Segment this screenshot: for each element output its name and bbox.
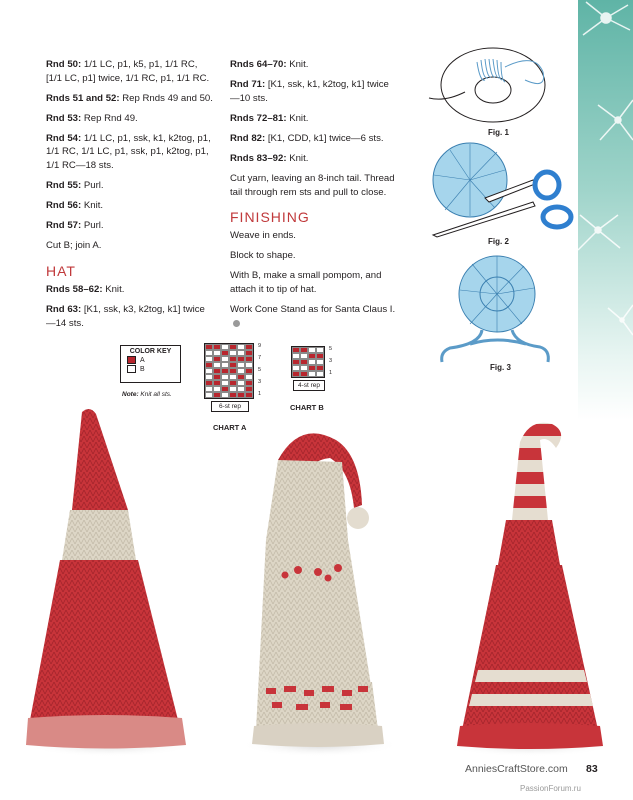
chart-cell [308,371,316,377]
chart-cell [213,392,221,398]
figure-1-illustration [425,42,565,132]
color-key [120,345,181,383]
figure-2-illustration [425,140,580,240]
chart-a-row-label: 5 [258,367,262,373]
instructions-column-2 [230,58,398,337]
chart-b-grid [291,346,325,378]
chart-cell [316,371,324,377]
footer-website: AnniesCraftStore.com [465,763,568,775]
chart-b-row-label: 3 [329,358,333,364]
chart-cell [229,392,237,398]
instruction-line: Rnd 56: Knit. [46,200,104,212]
instruction-line: Rnd 82: [K1, CDD, k1] twice—6 sts. [230,132,384,144]
finishing-line: Weave in ends. [230,230,296,242]
figure-3-label: Fig. 3 [490,363,511,372]
instruction-line: Rnds 64–70: Knit. [230,59,309,70]
hat-heading: HAT [46,263,76,280]
color-b-swatch [127,365,136,373]
chart-b-repeat: 4-st rep [293,380,325,391]
instruction-line: Rnd 53: Rep Rnd 49. [46,112,138,124]
instruction-line: Rnds 51 and 52: Rep Rnds 49 and 50. [46,92,213,104]
snowflake-pattern-icon [578,0,633,420]
instruction-line: Rnd 50: 1/1 LC, p1, k5, p1, 1/1 RC, [1/1 LC, p1] twice, 1/1 RC, p1, 1/1 RC. [46,59,210,84]
chart-a-row-label: 1 [258,391,262,397]
chart-note: Note: Knit all sts. [122,391,172,398]
chart-cell [292,371,300,377]
figure-1-label: Fig. 1 [488,128,509,137]
instruction-line: Rnds 72–81: Knit. [230,112,309,124]
finishing-line: Block to shape. [230,250,296,262]
instruction-line: Rnd 57: Purl. [46,220,104,232]
color-key-a [127,356,180,364]
color-key-b [127,365,180,373]
figure-2-label: Fig. 2 [488,237,509,246]
chart-cell [237,392,245,398]
figure-3-illustration [430,252,560,367]
color-key-title: COLOR KEY [129,348,172,355]
chart-a [204,343,262,410]
color-a-label: A [140,356,145,364]
watermark: PassionForum.ru [520,784,581,793]
instruction-line: Rnd 63: [K1, ssk, k3, k2tog, k1] twice—14 sts. [46,304,205,329]
chart-cell [300,371,308,377]
chart-a-title: CHART A [213,423,247,432]
finishing-heading: FINISHING [230,209,310,226]
color-a-swatch [127,356,136,364]
instruction-line: Cut B; join A. [46,240,102,252]
instruction-line: Rnd 54: 1/1 LC, p1, ssk, k1, k2tog, p1, 1/1 RC, 1/1 LC, p1, ssk, p1, k2tog, p1, 1/1 RC—18 sts. [46,132,211,172]
finishing-line: With B, make a small pompom, and attach it to tip of hat. [230,270,382,296]
chart-cell [245,392,253,398]
instruction-line: Rnd 71: [K1, ssk, k1, k2tog, k1] twice—10 sts. [230,79,389,104]
chart-a-repeat: 6-st rep [211,401,249,412]
instruction-line: Rnds 58–62: Knit. [46,284,125,296]
finishing-line: Work Cone Stand as for Santa Claus I. [230,303,398,330]
end-marker-icon [233,320,240,327]
instruction-line: Rnd 55: Purl. [46,180,104,192]
chart-a-row-label: 7 [258,355,262,361]
page-number: 83 [586,763,598,775]
chart-b-row-label: 5 [329,346,333,352]
chart-a-grid [204,343,254,399]
chart-b-row-label: 1 [329,370,333,376]
instructions-column-1 [46,58,214,337]
chart-a-row-label: 9 [258,343,262,349]
color-b-label: B [140,365,145,373]
chart-cell [205,392,213,398]
decorative-side-strip [578,0,633,420]
chart-b [291,346,333,389]
chart-a-row-label: 3 [258,379,262,385]
knitted-gnome-hats-photo [0,400,633,760]
instruction-line: Rnds 83–92: Knit. [230,152,309,164]
chart-b-title: CHART B [290,403,324,412]
chart-cell [221,392,229,398]
instruction-line: Cut yarn, leaving an 8-inch tail. Thread tail through rem sts and pull to close. [230,173,395,198]
